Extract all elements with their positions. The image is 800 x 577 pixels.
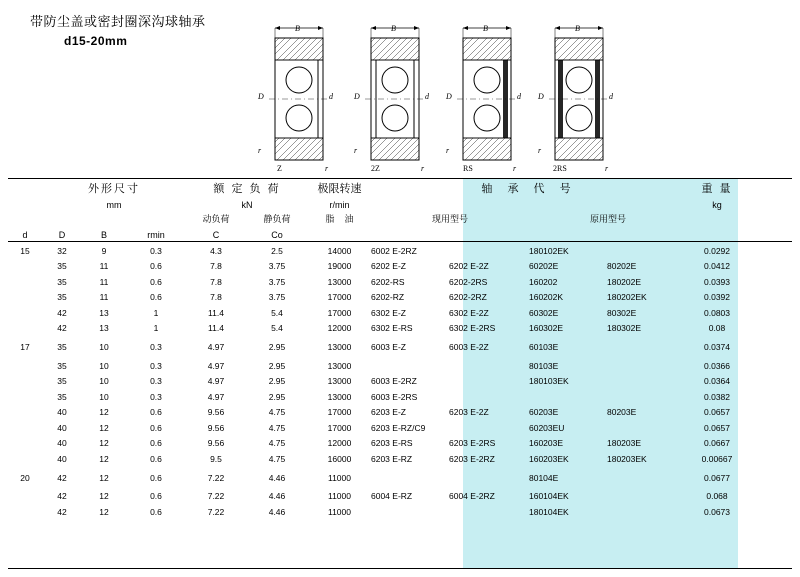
row-cell-new-code-1	[371, 504, 449, 520]
row-cell-B: 10	[99, 376, 109, 387]
row-cell-d	[8, 305, 42, 321]
row-cell-new-code-2	[449, 504, 529, 520]
row-cell-C: 7.22	[207, 472, 225, 483]
row-cell-D: 40	[57, 422, 67, 433]
header-code: 轴 承 代 号	[481, 183, 577, 195]
bearing-drawing-rs	[446, 24, 523, 173]
table-row	[8, 504, 747, 520]
row-cell-new-code-1: 6203 E-RZ	[371, 453, 413, 464]
table-row	[8, 467, 747, 489]
row-cell-C: 4.3	[210, 245, 222, 256]
dim-label-d: d	[329, 92, 333, 101]
subheader-new-code: 现用型号	[431, 214, 468, 224]
row-cell-old-code-2	[607, 358, 687, 374]
row-cell-old-code-2: 180302E	[607, 323, 642, 334]
row-cell-D: 35	[57, 391, 67, 402]
row-cell-old-code-2: 180203EK	[607, 453, 647, 464]
row-cell-B: 10	[99, 391, 109, 402]
dim-label-d: d	[517, 92, 521, 101]
row-cell-d	[8, 274, 42, 290]
row-cell-new-code-1	[371, 467, 449, 489]
row-cell-old-code-2	[607, 467, 687, 489]
row-cell-speed: 12000	[327, 438, 352, 449]
row-cell-new-code-1: 6202-RS	[371, 276, 405, 287]
row-cell-speed: 11000	[327, 506, 351, 517]
bearing-drawings	[255, 6, 655, 174]
table-grid	[8, 178, 747, 520]
row-cell-new-code-1: 6004 E-RZ	[371, 491, 413, 502]
row-cell-Co: 2.95	[268, 391, 286, 402]
row-cell-weight: 0.0412	[704, 261, 730, 272]
table-body	[8, 243, 747, 520]
row-cell-D: 40	[57, 407, 67, 418]
row-cell-old-code-2	[607, 504, 687, 520]
suffix-label-z: Z	[277, 164, 282, 173]
row-cell-new-code-2: 6203 E-2Z	[449, 407, 489, 418]
table-row	[8, 321, 747, 337]
row-cell-d	[8, 389, 42, 405]
row-cell-new-code-1: 6003 E-2RZ	[371, 376, 417, 387]
row-cell-B: 12	[99, 491, 109, 502]
dim-label-r: r	[258, 146, 262, 155]
row-cell-new-code-2: 6302 E-2RS	[449, 323, 496, 334]
row-cell-Co: 5.4	[271, 323, 283, 334]
row-cell-rmin: 0.3	[150, 360, 162, 371]
row-cell-old-code-1: 160202K	[529, 292, 564, 303]
row-cell-B: 9	[101, 245, 107, 256]
dim-label-r: r	[354, 146, 358, 155]
row-cell-rmin: 0.3	[150, 342, 162, 352]
row-cell-rmin: 0.6	[150, 453, 162, 464]
bearing-drawing-2rs	[538, 24, 615, 173]
table-rule-bottom	[8, 568, 792, 569]
row-cell-speed: 16000	[327, 453, 352, 464]
header-load: 额 定 负 荷	[213, 183, 281, 195]
row-cell-d: 20	[20, 472, 30, 483]
dim-label-d: d	[425, 92, 429, 101]
subheader-static: 静负荷	[263, 214, 291, 224]
row-cell-d	[8, 504, 42, 520]
row-cell-B: 11	[99, 276, 109, 287]
row-cell-D: 35	[57, 292, 67, 303]
row-cell-old-code-2: 180202EK	[607, 292, 647, 303]
row-cell-weight: 0.068	[706, 491, 728, 502]
table-row	[8, 436, 747, 452]
table-group-header-row	[8, 178, 747, 198]
row-cell-Co: 3.75	[268, 261, 286, 272]
row-cell-speed: 13000	[327, 391, 352, 402]
row-cell-rmin: 0.6	[150, 438, 162, 449]
dim-label-r2: r	[421, 164, 425, 173]
table-row	[8, 243, 747, 259]
row-cell-C: 11.4	[208, 307, 224, 318]
dim-label-b: B	[575, 24, 580, 33]
dim-label-D: D	[258, 92, 264, 101]
row-cell-old-code-1: 160104EK	[529, 491, 569, 502]
dim-label-b: B	[391, 24, 396, 33]
row-cell-old-code-2	[607, 243, 687, 259]
row-cell-rmin: 0.6	[150, 472, 162, 483]
table-row	[8, 274, 747, 290]
row-cell-d	[8, 451, 42, 467]
row-cell-weight: 0.0677	[704, 472, 730, 483]
row-cell-weight: 0.00667	[701, 453, 733, 464]
row-cell-d	[8, 259, 42, 275]
row-cell-new-code-1: 6302 E-Z	[371, 307, 406, 318]
row-cell-C: 11.4	[208, 323, 224, 334]
subheader-dynamic: 动负荷	[202, 214, 230, 224]
row-cell-Co: 4.75	[268, 407, 286, 418]
row-cell-rmin: 0.6	[150, 407, 162, 418]
table-row	[8, 305, 747, 321]
row-cell-old-code-2: 180203E	[607, 438, 642, 449]
row-cell-Co: 4.75	[268, 438, 286, 449]
row-cell-weight: 0.0667	[704, 438, 730, 449]
row-cell-new-code-2	[449, 374, 529, 390]
row-cell-rmin: 0.6	[150, 276, 162, 287]
row-cell-new-code-2: 6202-2RS	[449, 276, 488, 287]
row-cell-old-code-1	[529, 389, 607, 405]
row-cell-Co: 2.95	[268, 376, 286, 387]
row-cell-old-code-1: 60103E	[529, 342, 559, 352]
row-cell-C: 9.56	[207, 438, 225, 449]
row-cell-rmin: 0.6	[150, 292, 162, 303]
row-cell-old-code-2: 180202E	[607, 276, 642, 287]
row-cell-d	[8, 405, 42, 421]
table-row	[8, 290, 747, 306]
row-cell-new-code-2	[449, 420, 529, 436]
row-cell-D: 42	[57, 323, 67, 334]
row-cell-new-code-2: 6202 E-2Z	[449, 261, 489, 272]
row-cell-B: 12	[99, 438, 109, 449]
subheader-grease: 脂	[325, 214, 335, 224]
col-d: d	[22, 229, 28, 240]
row-cell-d	[8, 489, 42, 505]
row-cell-speed: 13000	[327, 342, 352, 352]
row-cell-weight: 0.0364	[704, 376, 730, 387]
row-cell-B: 10	[99, 342, 109, 352]
row-cell-old-code-2	[607, 336, 687, 358]
row-cell-old-code-1: 160302E	[529, 323, 564, 334]
row-cell-old-code-2: 80203E	[607, 407, 637, 418]
col-Co: Co	[271, 229, 283, 240]
row-cell-d: 17	[20, 342, 30, 352]
dim-label-r: r	[538, 146, 542, 155]
row-cell-weight: 0.0803	[704, 307, 730, 318]
row-cell-C: 7.8	[210, 292, 222, 303]
row-cell-C: 7.8	[210, 261, 222, 272]
row-cell-weight: 0.0366	[704, 360, 730, 371]
header-speed: 极限转速	[317, 183, 362, 195]
row-cell-old-code-1: 80104E	[529, 472, 559, 483]
dim-label-D: D	[354, 92, 360, 101]
row-cell-old-code-2	[607, 420, 687, 436]
row-cell-B: 11	[99, 292, 109, 303]
unit-speed: r/min	[329, 199, 350, 210]
row-cell-new-code-1: 6202-RZ	[371, 292, 405, 303]
row-cell-new-code-2: 6203 E-2RS	[449, 438, 496, 449]
subheader-oil: 油	[344, 214, 354, 224]
row-cell-speed: 13000	[327, 276, 352, 287]
row-cell-speed: 13000	[327, 360, 352, 371]
row-cell-rmin: 0.6	[150, 422, 162, 433]
row-cell-d	[8, 420, 42, 436]
row-cell-D: 35	[57, 376, 67, 387]
dim-label-D: D	[446, 92, 452, 101]
title-primary: 带防尘盖或密封圈深沟球轴承	[30, 14, 206, 29]
table-row	[8, 420, 747, 436]
row-cell-D: 35	[57, 342, 67, 352]
row-cell-speed: 19000	[327, 261, 352, 272]
page-title	[30, 12, 206, 51]
row-cell-d	[8, 290, 42, 306]
row-cell-speed: 17000	[327, 407, 352, 418]
table-row	[8, 451, 747, 467]
col-C: C	[212, 229, 220, 240]
table-row	[8, 358, 747, 374]
row-cell-B: 11	[99, 261, 109, 272]
row-cell-old-code-1: 60203E	[529, 407, 559, 418]
col-rmin: rmin	[147, 229, 165, 240]
row-cell-Co: 4.75	[268, 453, 286, 464]
suffix-label-rs: RS	[463, 164, 473, 173]
row-cell-old-code-1: 160202	[529, 276, 558, 287]
row-cell-old-code-1: 60202E	[529, 261, 559, 272]
dim-label-b: B	[483, 24, 488, 33]
row-cell-new-code-1: 6202 E-Z	[371, 261, 406, 272]
row-cell-C: 7.22	[207, 491, 225, 502]
row-cell-Co: 4.46	[268, 491, 286, 502]
col-D: D	[58, 229, 66, 240]
row-cell-speed: 14000	[327, 245, 352, 256]
row-cell-new-code-1: 6003 E-2RS	[371, 391, 418, 402]
row-cell-C: 4.97	[207, 391, 225, 402]
row-cell-D: 35	[57, 276, 67, 287]
row-cell-speed: 17000	[327, 422, 352, 433]
row-cell-C: 7.22	[207, 506, 225, 517]
dim-label-r2: r	[513, 164, 517, 173]
row-cell-B: 12	[99, 506, 109, 517]
table-row	[8, 374, 747, 390]
dim-label-r2: r	[325, 164, 329, 173]
row-cell-speed: 17000	[327, 292, 352, 303]
row-cell-new-code-2	[449, 389, 529, 405]
row-cell-new-code-2: 6004 E-2RZ	[449, 491, 495, 502]
row-cell-old-code-2	[607, 374, 687, 390]
row-cell-C: 4.97	[207, 342, 225, 352]
row-cell-d	[8, 374, 42, 390]
row-cell-weight: 0.0374	[704, 342, 730, 352]
row-cell-rmin: 0.6	[150, 491, 162, 502]
table-row	[8, 489, 747, 505]
row-cell-old-code-2: 80302E	[607, 307, 637, 318]
table-row	[8, 336, 747, 358]
row-cell-old-code-1: 160203E	[529, 438, 564, 449]
unit-load: kN	[241, 199, 253, 210]
row-cell-D: 32	[57, 245, 67, 256]
row-cell-old-code-1: 60302E	[529, 307, 559, 318]
suffix-label-2rs: 2RS	[553, 164, 567, 173]
row-cell-rmin: 0.3	[150, 391, 162, 402]
row-cell-C: 4.97	[207, 360, 225, 371]
row-cell-speed: 13000	[327, 376, 352, 387]
row-cell-weight: 0.0657	[704, 422, 730, 433]
table-subheader-row	[8, 211, 747, 226]
row-cell-D: 35	[57, 360, 67, 371]
row-cell-d	[8, 358, 42, 374]
row-cell-old-code-1: 60203EU	[529, 422, 565, 433]
row-cell-B: 13	[99, 323, 109, 334]
row-cell-speed: 17000	[327, 307, 352, 318]
row-cell-rmin: 0.3	[150, 245, 162, 256]
row-cell-weight: 0.0673	[704, 506, 730, 517]
row-cell-new-code-1: 6003 E-Z	[371, 342, 406, 352]
row-cell-speed: 12000	[327, 323, 352, 334]
row-cell-B: 12	[99, 422, 109, 433]
row-cell-C: 7.8	[210, 276, 222, 287]
row-cell-B: 12	[99, 472, 109, 483]
header-weight: 重 量	[701, 183, 733, 195]
title-size-range: d15-20mm	[64, 34, 128, 49]
row-cell-old-code-2	[607, 389, 687, 405]
row-cell-weight: 0.0657	[704, 407, 730, 418]
dim-label-r: r	[446, 146, 450, 155]
row-cell-B: 13	[99, 307, 109, 318]
specifications-table	[8, 178, 792, 570]
row-cell-d	[8, 321, 42, 337]
col-B: B	[100, 229, 107, 240]
row-cell-old-code-2: 80202E	[607, 261, 637, 272]
row-cell-B: 12	[99, 453, 109, 464]
row-cell-rmin: 0.6	[150, 261, 162, 272]
row-cell-new-code-1	[371, 358, 449, 374]
row-cell-Co: 2.95	[268, 360, 286, 371]
row-cell-rmin: 1	[153, 323, 159, 334]
dim-label-D: D	[538, 92, 544, 101]
row-cell-Co: 3.75	[268, 292, 286, 303]
row-cell-weight: 0.08	[708, 323, 726, 334]
row-cell-new-code-2	[449, 358, 529, 374]
row-cell-Co: 2.95	[268, 342, 286, 352]
row-cell-weight: 0.0393	[704, 276, 730, 287]
row-cell-old-code-1: 180103EK	[529, 376, 569, 387]
row-cell-Co: 4.75	[268, 422, 286, 433]
unit-weight: kg	[712, 199, 722, 210]
row-cell-C: 9.56	[207, 422, 225, 433]
row-cell-D: 42	[57, 506, 67, 517]
row-cell-weight: 0.0392	[704, 292, 730, 303]
dim-label-d: d	[609, 92, 613, 101]
row-cell-new-code-1: 6203 E-RS	[371, 438, 413, 449]
row-cell-d: 15	[20, 245, 30, 256]
row-cell-Co: 4.46	[268, 472, 286, 483]
row-cell-weight: 0.0382	[704, 391, 730, 402]
row-cell-new-code-2: 6202-2RZ	[449, 292, 487, 303]
row-cell-D: 42	[57, 307, 67, 318]
subheader-old-code: 原用型号	[589, 214, 626, 224]
row-cell-D: 42	[57, 491, 67, 502]
row-cell-D: 42	[57, 472, 67, 483]
row-cell-Co: 3.75	[268, 276, 286, 287]
row-cell-old-code-1: 160203EK	[529, 453, 569, 464]
row-cell-new-code-2: 6203 E-2RZ	[449, 453, 495, 464]
row-cell-rmin: 1	[153, 307, 159, 318]
row-cell-Co: 4.46	[268, 506, 286, 517]
table-units-row	[8, 198, 747, 211]
row-cell-new-code-2	[449, 467, 529, 489]
unit-dimensions: mm	[106, 199, 122, 210]
row-cell-rmin: 0.6	[150, 506, 162, 517]
row-cell-D: 40	[57, 453, 67, 464]
row-cell-speed: 11000	[327, 491, 351, 502]
dim-label-b: B	[295, 24, 300, 33]
row-cell-old-code-2	[607, 489, 687, 505]
row-cell-C: 4.97	[207, 376, 225, 387]
row-cell-new-code-1: 6002 E-2RZ	[371, 245, 417, 256]
suffix-label-2z: 2Z	[371, 164, 380, 173]
table-column-header-row	[8, 226, 747, 243]
row-cell-C: 9.5	[210, 453, 222, 464]
row-cell-new-code-1: 6302 E-RS	[371, 323, 413, 334]
row-cell-weight: 0.0292	[704, 245, 730, 256]
row-cell-speed: 11000	[327, 472, 351, 483]
row-cell-new-code-1: 6203 E-RZ/C9	[371, 422, 426, 433]
row-cell-new-code-2: 6003 E-2Z	[449, 342, 489, 352]
row-cell-rmin: 0.3	[150, 376, 162, 387]
row-cell-new-code-2: 6302 E-2Z	[449, 307, 489, 318]
bearing-drawing-2z	[354, 24, 431, 173]
row-cell-Co: 5.4	[271, 307, 283, 318]
table-row	[8, 259, 747, 275]
dim-label-r2: r	[605, 164, 609, 173]
row-cell-C: 9.56	[207, 407, 225, 418]
row-cell-old-code-1: 80103E	[529, 360, 559, 371]
row-cell-D: 35	[57, 261, 67, 272]
bearing-drawing-z	[258, 24, 335, 173]
header-dimensions: 外形尺寸	[88, 183, 140, 195]
row-cell-B: 12	[99, 407, 109, 418]
row-cell-Co: 2.5	[271, 245, 283, 256]
row-cell-old-code-1: 180102EK	[529, 245, 569, 256]
row-cell-D: 40	[57, 438, 67, 449]
table-row	[8, 405, 747, 421]
row-cell-d	[8, 436, 42, 452]
row-cell-new-code-2	[449, 243, 529, 259]
row-cell-new-code-1: 6203 E-Z	[371, 407, 406, 418]
row-cell-old-code-1: 180104EK	[529, 506, 569, 517]
row-cell-B: 10	[99, 360, 109, 371]
table-row	[8, 389, 747, 405]
